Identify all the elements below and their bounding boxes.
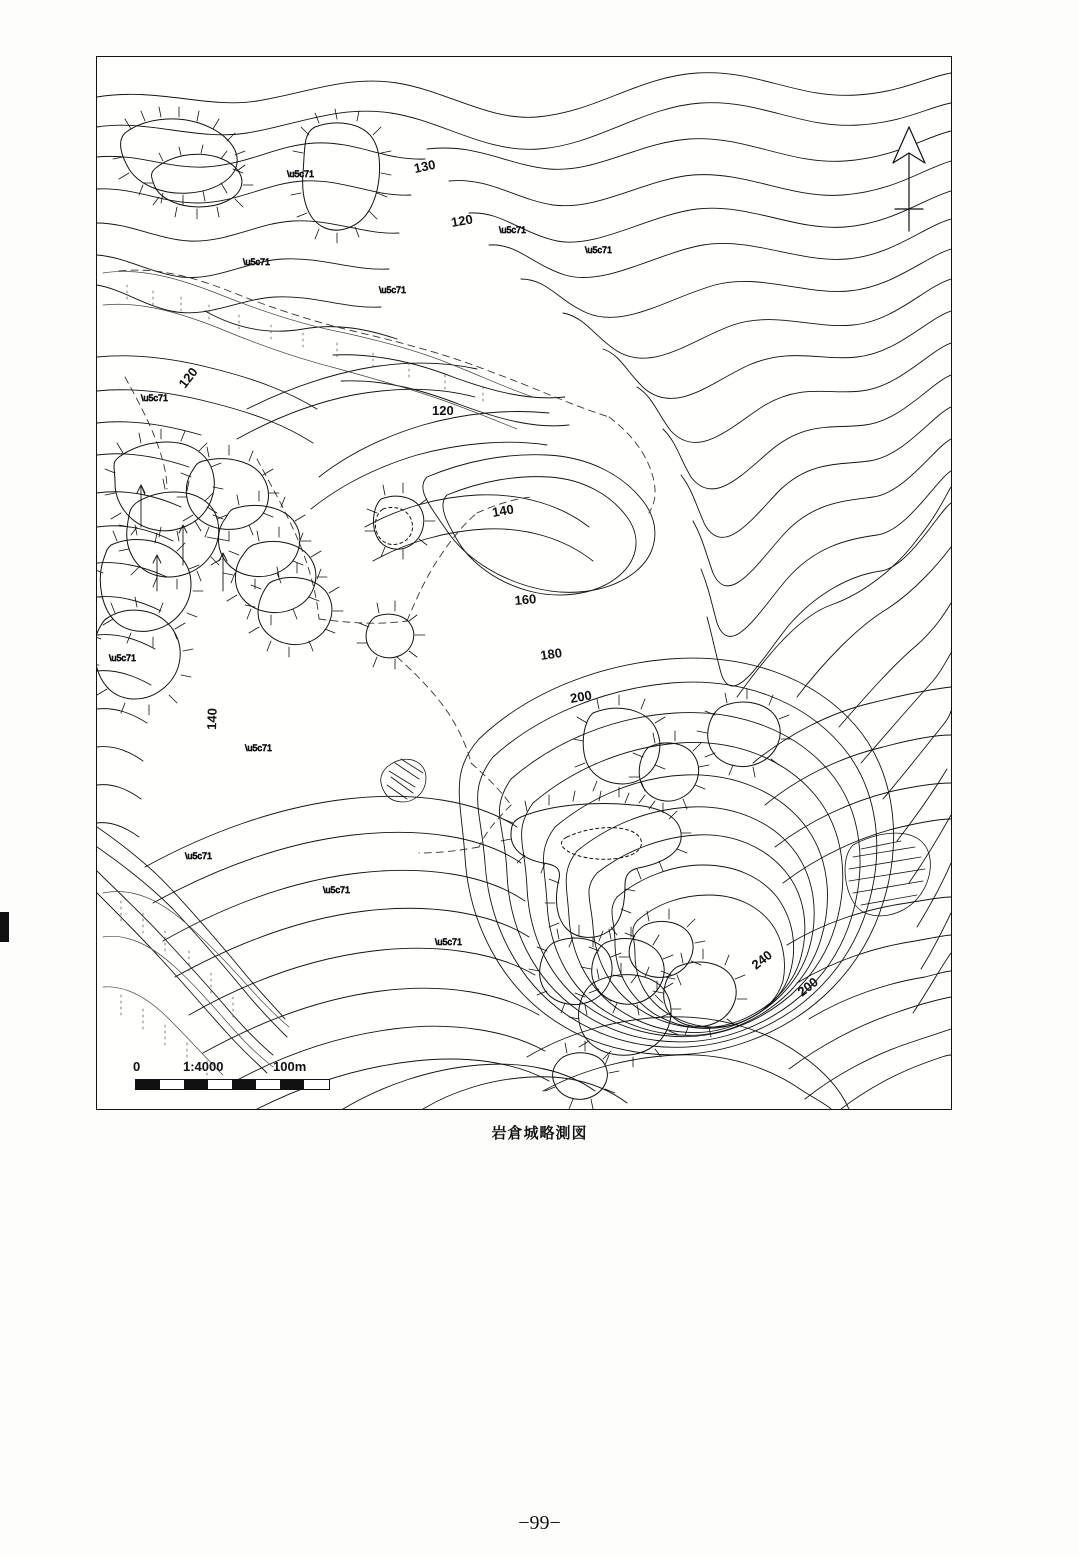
scale-bar-labels xyxy=(133,1057,368,1077)
svg-text:130: 130 xyxy=(412,156,437,176)
svg-text:\u5c71: \u5c71 xyxy=(109,653,137,663)
road-and-stream xyxy=(97,827,287,1073)
contour-lines-upper xyxy=(97,73,951,1013)
svg-text:\u5c71: \u5c71 xyxy=(585,245,613,255)
svg-text:240: 240 xyxy=(748,947,775,973)
topographic-map-drawing xyxy=(97,57,951,1109)
svg-text:\u5c71: \u5c71 xyxy=(185,851,213,861)
svg-text:120: 120 xyxy=(449,211,474,230)
north-arrow-icon xyxy=(893,127,925,231)
svg-text:\u5c71: \u5c71 xyxy=(379,285,407,295)
svg-text:120: 120 xyxy=(175,364,201,391)
hatched-mound-left xyxy=(381,759,426,802)
svg-text:140: 140 xyxy=(490,501,515,520)
svg-text:\u5c71: \u5c71 xyxy=(245,743,273,753)
svg-text:140: 140 xyxy=(204,707,220,731)
page-edge-mark xyxy=(0,912,9,942)
svg-text:200: 200 xyxy=(568,687,593,706)
map-figure xyxy=(96,56,952,1110)
scale-ruler xyxy=(135,1079,330,1090)
map-scale-bar xyxy=(133,1057,368,1097)
terrain-symbols xyxy=(109,169,612,947)
page-number: −99− xyxy=(518,1512,561,1534)
trail-paths xyxy=(119,270,655,853)
contour-lines-middle xyxy=(97,143,655,837)
svg-text:\u5c71: \u5c71 xyxy=(323,885,351,895)
svg-text:120: 120 xyxy=(432,403,454,418)
figure-caption: 岩倉城略測図 xyxy=(491,1125,588,1142)
svg-text:180: 180 xyxy=(539,645,563,663)
svg-text:\u5c71: \u5c71 xyxy=(243,257,271,267)
svg-text:\u5c71: \u5c71 xyxy=(435,937,463,947)
svg-text:\u5c71: \u5c71 xyxy=(499,225,527,235)
svg-text:160: 160 xyxy=(513,591,537,608)
svg-text:\u5c71: \u5c71 xyxy=(287,169,315,179)
scale-distance-label: 100m xyxy=(273,1059,307,1074)
hatched-mound-right xyxy=(845,833,930,916)
scale-ratio-label: 1:4000 xyxy=(183,1059,224,1074)
svg-text:\u5c71: \u5c71 xyxy=(141,393,169,403)
svg-text:200: 200 xyxy=(794,974,821,1000)
scale-zero-label: 0 xyxy=(133,1059,141,1074)
